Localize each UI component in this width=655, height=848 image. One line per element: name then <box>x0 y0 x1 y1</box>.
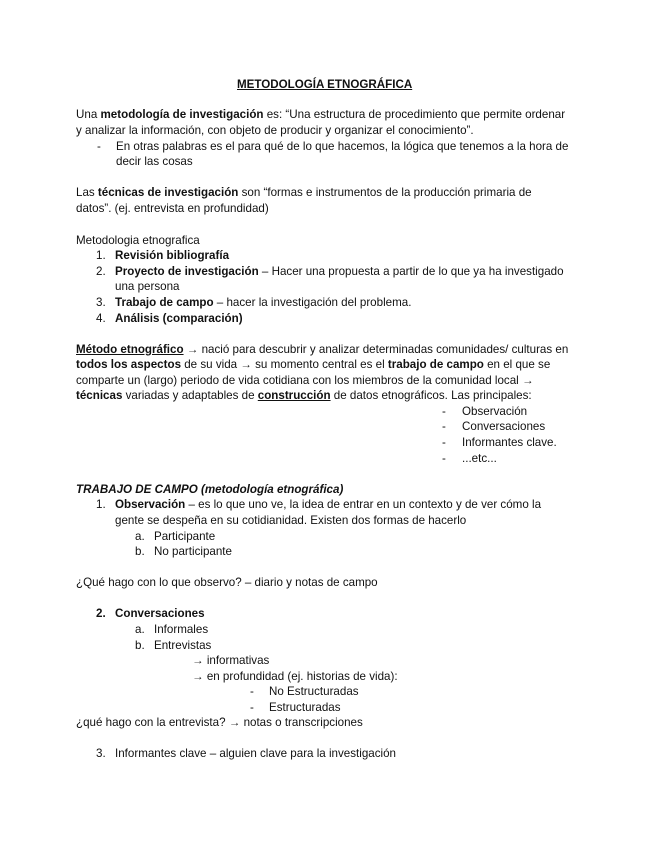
def1-bullet-line2: decir las cosas <box>116 155 193 168</box>
metodo-list-dash: - <box>442 420 446 433</box>
tipo-dash: - <box>250 701 254 714</box>
steps-heading: Metodologia etnografica <box>76 234 200 247</box>
inf-text: Informantes clave – alguien clave para la investigación <box>115 747 396 760</box>
step-1-num: 1. <box>96 249 106 262</box>
metodo-list-item: Informantes clave. <box>462 436 557 449</box>
obs-line2: gente se despeña en su cotidianidad. Existen dos formas de hacerlo <box>115 514 467 527</box>
conv-item <box>96 606 205 621</box>
def2-line2: datos”. (ej. entrevista en profundidad) <box>76 202 269 215</box>
def1-pre: Una <box>76 108 101 121</box>
step-3 <box>96 295 412 310</box>
inf-num: 3. <box>96 747 106 760</box>
metodo-list-dash: - <box>442 452 446 465</box>
obs-term: Observación <box>115 498 186 511</box>
def1-line1 <box>76 107 565 122</box>
step-1-term: Revisión bibliografía <box>115 249 230 262</box>
metodo-l4d: de datos etnográficos. Las principales: <box>330 389 532 402</box>
metodo-l4a: técnicas <box>76 389 123 402</box>
def1-term: metodología de investigación <box>100 108 264 121</box>
metodo-l4c: construcción <box>257 389 331 402</box>
obs-opt-key: b. <box>135 545 145 558</box>
obs-num: 1. <box>96 498 106 511</box>
def2-term: técnicas de investigación <box>97 186 239 199</box>
metodo-line1 <box>76 342 568 357</box>
step-3-desc: – hacer la investigación del problema. <box>213 296 412 309</box>
metodo-l2b: de su vida → su momento central es el <box>181 358 388 371</box>
conv-term: Conversaciones <box>115 607 205 620</box>
step-4-term: Análisis (comparación) <box>115 312 243 325</box>
obs-desc: – es lo que uno ve, la idea de entrar en un contexto y de ver cómo la <box>185 498 542 511</box>
def1-line2: y analizar la información, con objeto de producir y organizar el conocimiento”. <box>76 124 474 137</box>
metodo-line3: comparte un (largo) periodo de vida cotidiana con los miembros de la comunidad local → <box>76 374 534 387</box>
conv-opt-value: Entrevistas <box>154 639 212 652</box>
tipo-item: No Estructuradas <box>269 685 359 698</box>
document-title: METODOLOGÍA ETNOGRÁFICA <box>237 78 413 91</box>
conv-opt-key: a. <box>135 623 145 636</box>
metodo-l1: → nació para descubrir y analizar determinadas comunidades/ culturas en <box>183 343 569 356</box>
metodo-list-item: Observación <box>462 405 528 418</box>
def1-dash: - <box>97 140 101 153</box>
def2-pre: Las <box>76 186 98 199</box>
metodo-l2c: trabajo de campo <box>387 358 484 371</box>
obs-opt-value: Participante <box>154 530 216 543</box>
def1-post: es: “Una estructura de procedimiento que permite ordenar <box>263 108 566 121</box>
conv-opt-key: b. <box>135 639 145 652</box>
obs-opt-key: a. <box>135 530 145 543</box>
metodo-line2 <box>76 357 550 372</box>
metodo-l4b: variadas y adaptables de <box>122 389 258 402</box>
question-interview: ¿qué hago con la entrevista? → notas o transcripciones <box>76 716 363 729</box>
def1-bullet-line1: En otras palabras es el para qué de lo que hacemos, la lógica que tenemos a la hora de <box>116 140 569 153</box>
def2-line1 <box>76 185 532 200</box>
step-4-num: 4. <box>96 312 106 325</box>
conv-num: 2. <box>96 607 106 620</box>
step-1 <box>96 248 230 263</box>
metodo-list-item: ...etc... <box>462 452 497 465</box>
step-2-desc: – Hacer una propuesta a partir de lo que ya ha investigado <box>258 265 564 278</box>
campo-heading: TRABAJO DE CAMPO (metodología etnográfica) <box>76 483 344 496</box>
step-4 <box>96 311 243 326</box>
obs-item <box>96 497 542 512</box>
conv-opt-value: Informales <box>154 623 209 636</box>
metodo-term: Método etnográfico <box>76 343 184 356</box>
tipo-item: Estructuradas <box>269 701 341 714</box>
metodo-l2d: en el que se <box>483 358 551 371</box>
step-2-term: Proyecto de investigación <box>115 265 259 278</box>
step-3-term: Trabajo de campo <box>115 296 214 309</box>
step-3-num: 3. <box>96 296 106 309</box>
step-2-num: 2. <box>96 265 106 278</box>
def2-post: son “formas e instrumentos de la producción primaria de <box>238 186 532 199</box>
question-observation: ¿Qué hago con lo que observo? – diario y notas de campo <box>76 576 378 589</box>
step-2-cont: una persona <box>115 280 180 293</box>
entrevista-type: → informativas <box>192 654 270 667</box>
obs-opt-value: No participante <box>154 545 232 558</box>
entrevista-type: → en profundidad (ej. historias de vida): <box>192 670 398 683</box>
inf-item <box>96 746 396 761</box>
metodo-list-item: Conversaciones <box>462 420 546 433</box>
tipo-dash: - <box>250 685 254 698</box>
metodo-list-dash: - <box>442 405 446 418</box>
metodo-l2a: todos los aspectos <box>76 358 182 371</box>
metodo-list-dash: - <box>442 436 446 449</box>
metodo-line4 <box>76 388 532 403</box>
step-2 <box>96 264 564 279</box>
